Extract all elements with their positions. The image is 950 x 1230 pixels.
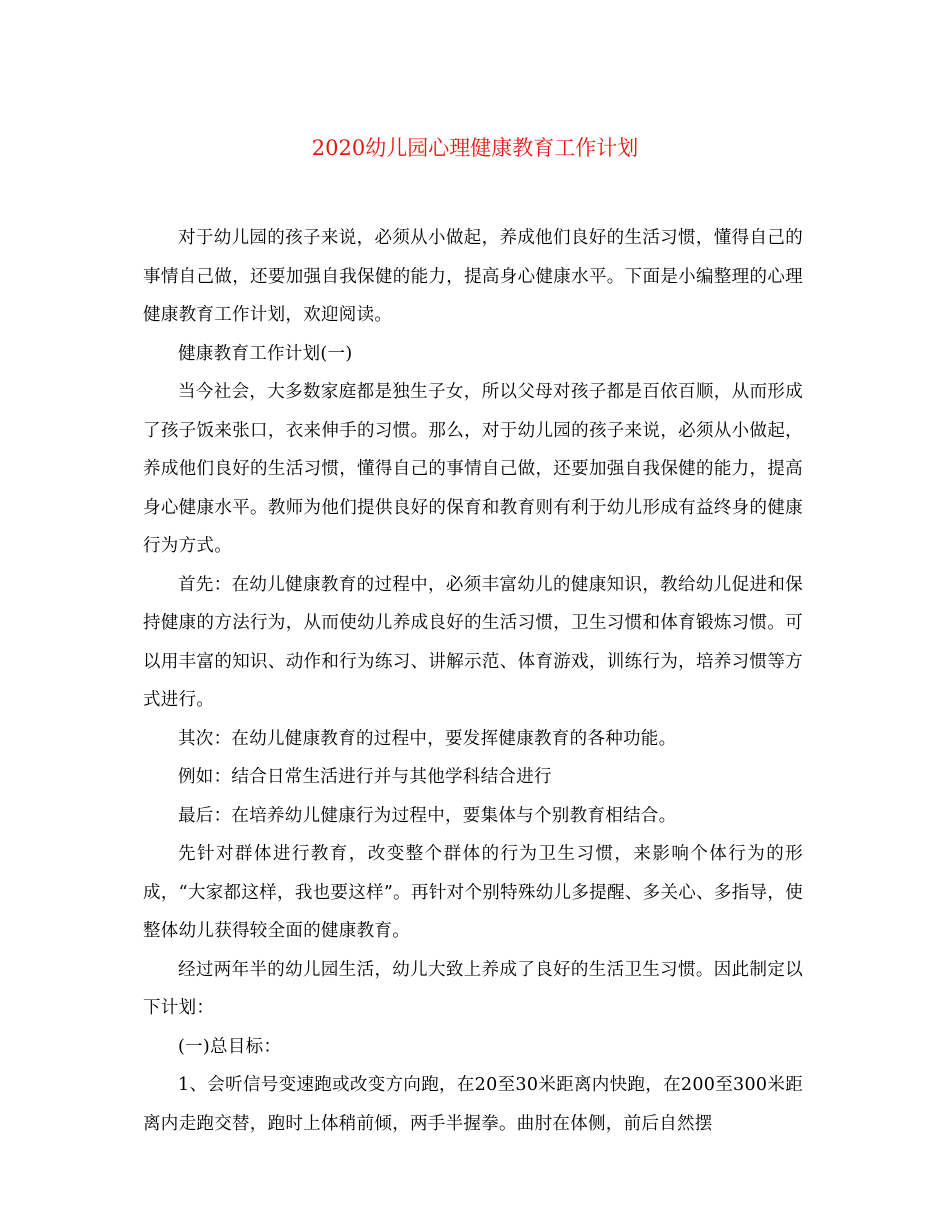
paragraph: 例如：结合日常生活进行并与其他学科结合进行	[178, 767, 552, 787]
section-heading: 健康教育工作计划(一)	[178, 343, 353, 364]
paragraph: 首先：在幼儿健康教育的过程中，必须丰富幼儿的健康知识，教给幼儿促进和保持健康的方法行为，从而使幼儿养成良好的生活习惯，卫生习惯和体育锻炼习惯。可以用丰富的知识、动作和行为练习、讲解示范、体育游戏，训练行为，培养习惯等方式进行。	[143, 574, 803, 710]
document-title: 2020幼儿园心理健康教育工作计划	[311, 136, 639, 160]
document-body	[143, 219, 803, 1143]
paragraph-intro: 对于幼儿园的孩子来说，必须从小做起，养成他们良好的生活习惯，懂得自己的事情自己做，还要加强自我保健的能力，提高身心健康水平。下面是小编整理的心理健康教育工作计划，欢迎阅读。	[143, 228, 803, 325]
paragraph: 经过两年半的幼儿园生活，幼儿大致上养成了良好的生活卫生习惯。因此制定以下计划：	[143, 959, 803, 1018]
paragraph: 当今社会，大多数家庭都是独生子女，所以父母对孩子都是百依百顺，从而形成了孩子饭来张口，衣来伸手的习惯。那么，对于幼儿园的孩子来说，必须从小做起，养成他们良好的生活习惯，懂得自己的事情自己做，还要加强自我保健的能力，提高身心健康水平。教师为他们提供良好的保育和教育则有利于幼儿形成有益终身的健康行为方式。	[143, 382, 803, 556]
paragraph: 先针对群体进行教育，改变整个群体的行为卫生习惯，来影响个体行为的形成，“大家都这样，我也要这样”。再针对个别特殊幼儿多提醒、多关心、多指导，使整体幼儿获得较全面的健康教育。	[143, 844, 803, 941]
paragraph: 其次：在幼儿健康教育的过程中，要发挥健康教育的各种功能。	[178, 728, 677, 749]
paragraph: 最后：在培养幼儿健康行为过程中，要集体与个别教育相结合。	[178, 805, 677, 826]
subsection-heading: (一)总目标：	[178, 1036, 282, 1057]
paragraph: 1、会听信号变速跑或改变方向跑，在20至30米距离内快跑，在200至300米距离内走跑交替，跑时上体稍前倾，两手半握拳。曲肘在体侧，前后自然摆	[143, 1075, 803, 1134]
